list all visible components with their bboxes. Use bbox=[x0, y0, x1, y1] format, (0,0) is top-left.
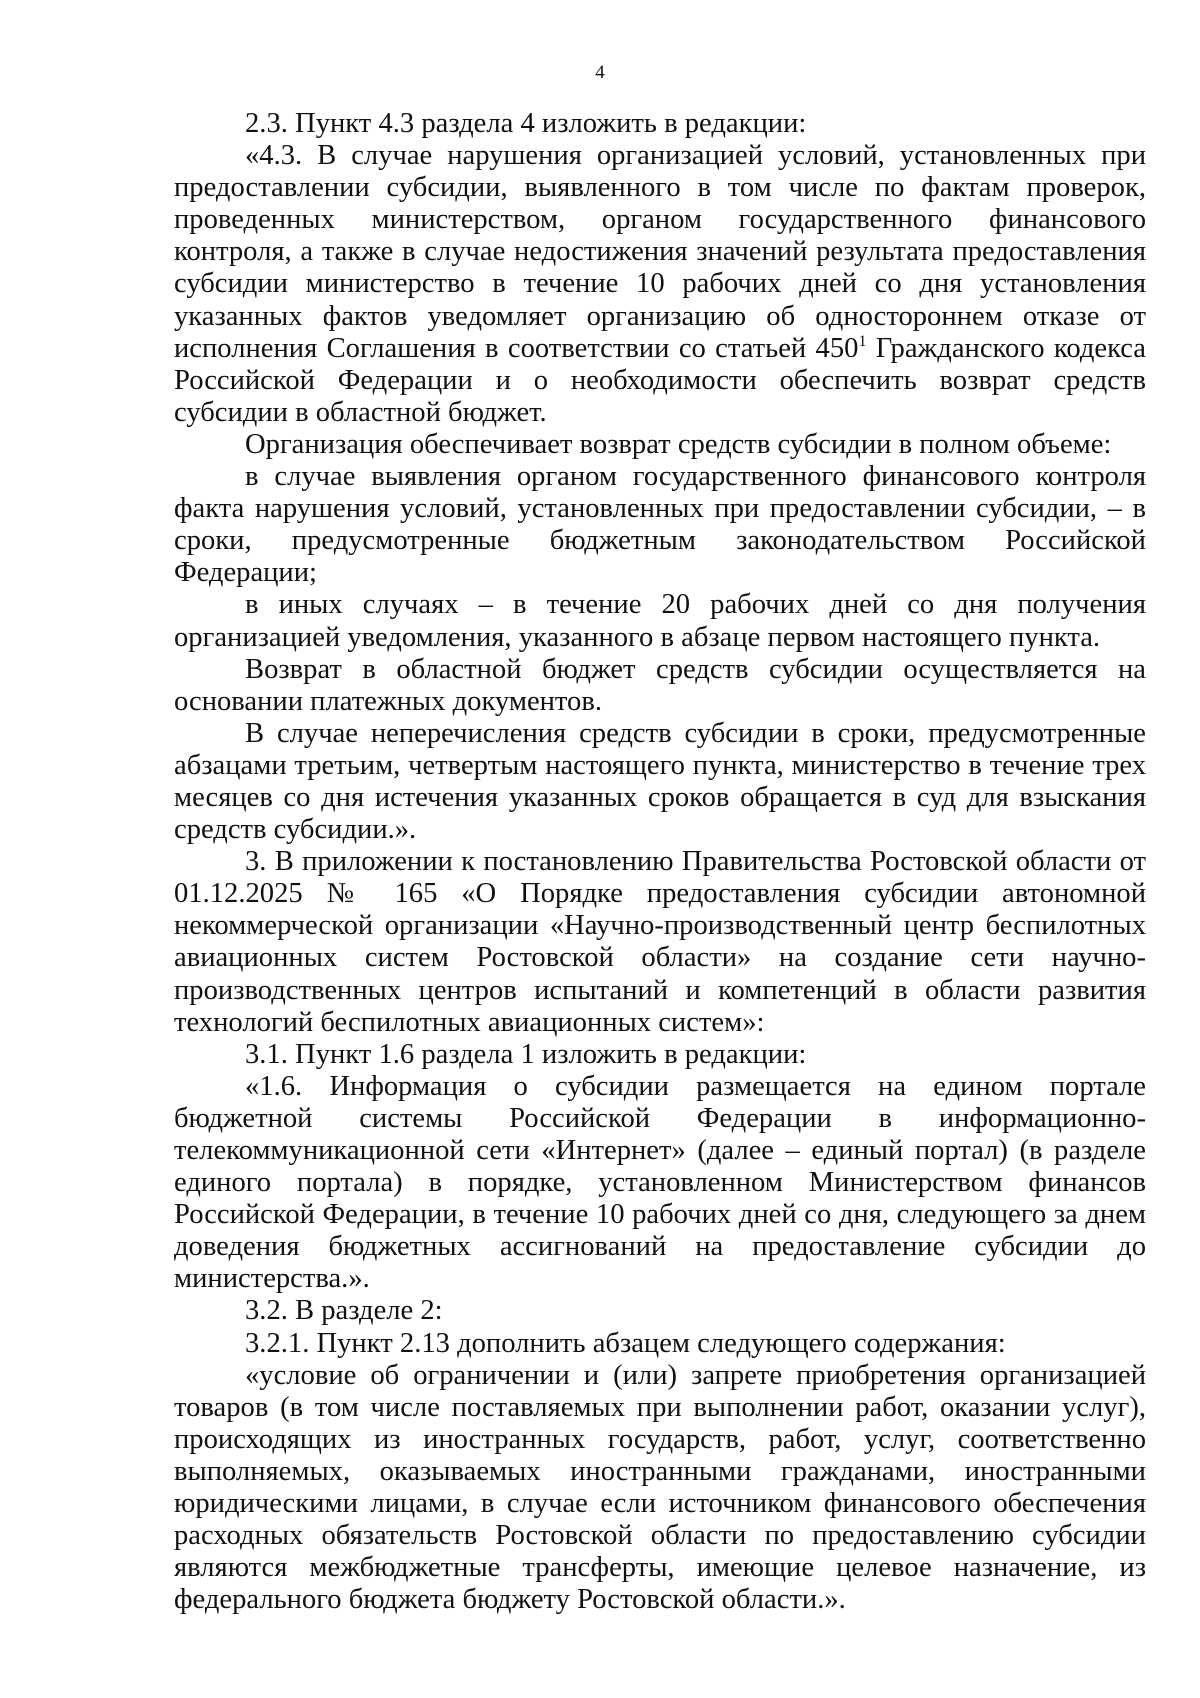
page-number: 4 bbox=[595, 62, 605, 83]
paragraph-3-2-1: 3.2.1. Пункт 2.13 дополнить абзацем следующего содержания: bbox=[245, 1327, 1006, 1359]
article-superscript: 1 bbox=[858, 332, 867, 350]
paragraph-4-3-quote bbox=[174, 140, 1146, 429]
paragraph-condition-quote: «условие об ограничении и (или) запрете приобретения организацией товаров (в том числе поставляемых при выполнении работ, оказании услуг), происходящих из иностранных государств, работ, услуг, соответственно выполняемых, оказываемых иностранными гражданами, иностранными юридическими лицами, в случае если источником финансового обеспечения расходных обязательств Ростовской области по предоставлению субсидии являются межбюджетные трансферты, имеющие целевое назначение, из федерального бюджета бюджету Ростовской области.». bbox=[174, 1359, 1146, 1616]
paragraph-refund-case-other: в иных случаях – в течение 20 рабочих дней со дня получения организацией уведомления, указанного в абзаце первом настоящего пункта. bbox=[174, 589, 1146, 653]
document-body bbox=[174, 108, 1146, 1616]
paragraph-refund-case-control: в случае выявления органом государственного финансового контроля факта нарушения условий, установленных при предоставлении субсидии, – в сроки, предусмотренные бюджетным законодательством Российской Федерации; bbox=[174, 461, 1146, 589]
paragraph-4-3-text-start: «4.3. В случае нарушения организацией условий, установленных при предоставлении субсидии, выявленного в том числе по фактам проверок, проведенных министерством, органом государственного финансового контроля, а также в случае недостижения значений результата предоставления субсидии министерство в течение 10 рабочих дней со дня установления указанных фактов уведомляет организацию об одностороннем отказе от исполнения Соглашения в соответствии со статьей 450 bbox=[174, 140, 1146, 364]
paragraph-3-2: 3.2. В разделе 2: bbox=[245, 1295, 443, 1327]
paragraph-refund-payment: Возврат в областной бюджет средств субсидии осуществляется на основании платежных документов. bbox=[174, 653, 1146, 717]
paragraph-3-1: 3.1. Пункт 1.6 раздела 1 изложить в редакции: bbox=[245, 1038, 807, 1070]
paragraph-1-6-quote: «1.6. Информация о субсидии размещается на едином портале бюджетной системы Российской Федерации в информационно-телекоммуникационной сети «Интернет» (далее – единый портал) (в разделе единого портала) в порядке, установленном Министерством финансов Российской Федерации, в течение 10 рабочих дней со дня, следующего за днем доведения бюджетных ассигнований на предоставление субсидии до министерства.». bbox=[174, 1070, 1146, 1295]
paragraph-non-transfer: В случае неперечисления средств субсидии в сроки, предусмотренные абзацами третьим, четвертым настоящего пункта, министерство в течение трех месяцев со дня истечения указанных сроков обращается в суд для взыскания средств субсидии.». bbox=[174, 717, 1146, 846]
paragraph-2-3: 2.3. Пункт 4.3 раздела 4 изложить в редакции: bbox=[245, 108, 807, 139]
paragraph-3-annex: 3. В приложении к постановлению Правительства Ростовской области от 01.12.2025 № 165 «О Порядке предоставления субсидии автономной некоммерческой организации «Научно-производственный центр беспилотных авиационных систем Ростовской области» на создание сети научно-производственных центров испытаний и компетенций в области развития технологий беспилотных авиационных систем»: bbox=[174, 846, 1146, 1038]
paragraph-4-3-text-end: Гражданского кодекса Российской Федерации и о необходимости обеспечить возврат средств субсидии в областной бюджет. bbox=[174, 332, 1146, 428]
paragraph-refund-intro: Организация обеспечивает возврат средств субсидии в полном объеме: bbox=[245, 428, 1112, 460]
